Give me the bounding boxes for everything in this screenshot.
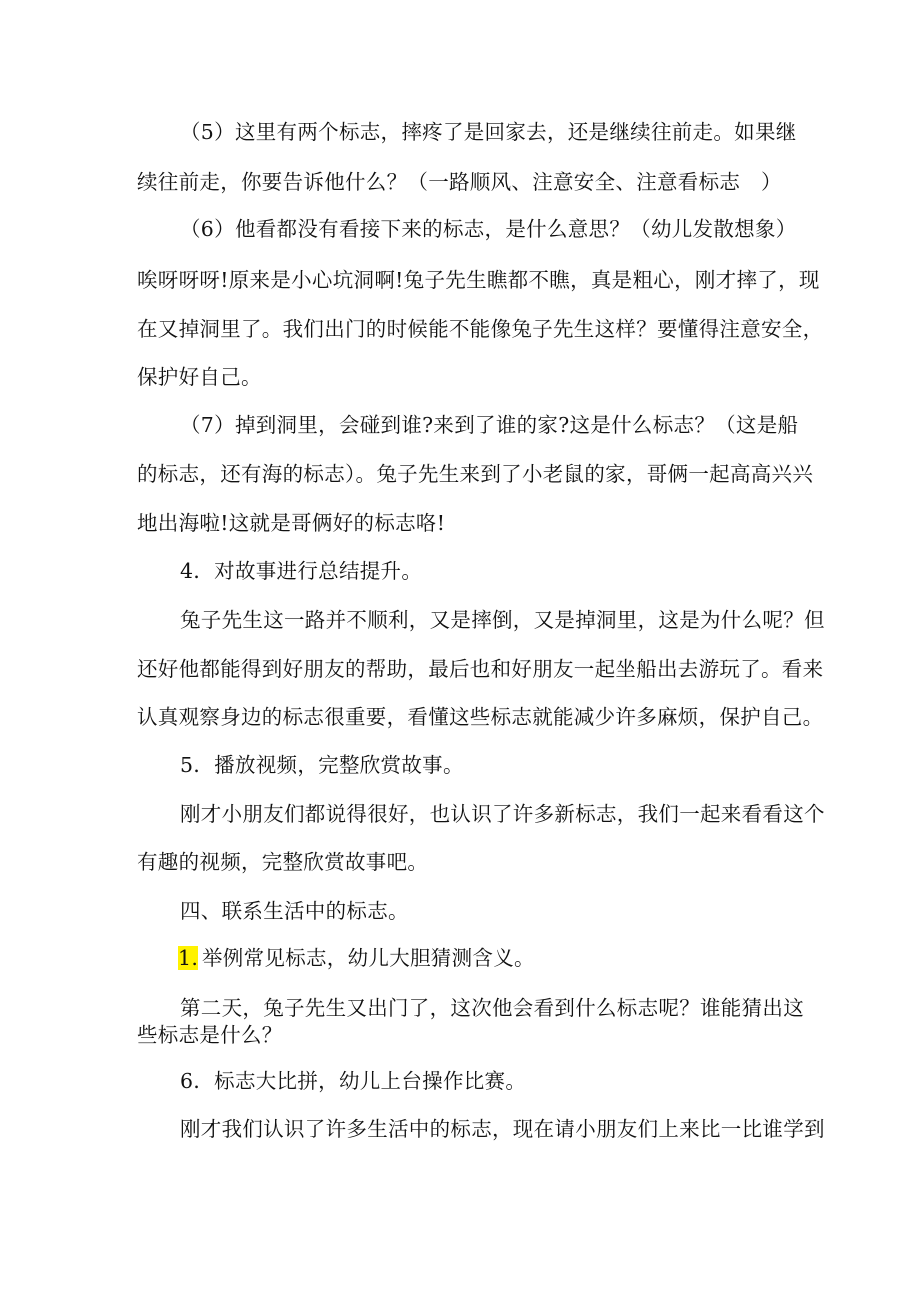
- paragraph-line: 第二天，兔子先生又出门了，这次他会看到什么标志呢？谁能猜出这: [180, 996, 804, 1020]
- section-heading: 举例常见标志，幼儿大胆猜测含义。: [202, 946, 535, 970]
- paragraph-line: 刚才小朋友们都说得很好，也认识了许多新标志，我们一起来看看这个: [180, 802, 825, 826]
- paragraph-line: 的标志，还有海的标志）。兔子先生来到了小老鼠的家，哥俩一起高高兴兴: [137, 462, 814, 486]
- paragraph-line: 有趣的视频，完整欣赏故事吧。: [137, 850, 429, 874]
- paragraph-line: 在又掉洞里了。我们出门的时候能不能像兔子先生这样？要懂得注意安全，: [137, 317, 824, 341]
- paragraph-line: （5）这里有两个标志，摔疼了是回家去，还是继续往前走。如果继: [180, 120, 797, 144]
- paragraph-line: 唉呀呀呀!原来是小心坑洞啊!兔子先生瞧都不瞧，真是粗心，刚才摔了，现: [137, 268, 820, 292]
- paragraph-line: 刚才我们认识了许多生活中的标志，现在请小朋友们上来比一比谁学到: [180, 1117, 825, 1141]
- paragraph-line: （6）他看都没有看接下来的标志，是什么意思？（幼儿发散想象）: [180, 217, 797, 241]
- item-number: [178, 944, 198, 972]
- paragraph-line: 些标志是什么？: [137, 1023, 283, 1047]
- paragraph-line: 还好他都能得到好朋友的帮助，最后也和好朋友一起坐船出去游玩了。看来: [137, 657, 824, 681]
- section-heading: 4．对故事进行总结提升。: [180, 559, 423, 583]
- paragraph-line: 保护好自己。: [137, 365, 262, 389]
- paragraph-line: 兔子先生这一路并不顺利，又是摔倒，又是掉洞里，这是为什么呢？但: [180, 608, 825, 632]
- paragraph-line: 认真观察身边的标志很重要，看懂这些标志就能减少许多麻烦，保护自己。: [137, 705, 824, 729]
- section-heading: 6．标志大比拼，幼儿上台操作比赛。: [180, 1069, 527, 1093]
- paragraph-line: 续往前走，你要告诉他什么？（一路顺风、注意安全、注意看标志 ）: [137, 170, 782, 194]
- paragraph-line: （7）掉到洞里，会碰到谁?来到了谁的家?这是什么标志？（这是船: [180, 413, 799, 437]
- section-heading: 5．播放视频，完整欣赏故事。: [180, 753, 464, 777]
- section-heading: 四、联系生活中的标志。: [180, 899, 409, 923]
- paragraph-line: 地出海啦!这就是哥俩好的标志咯!: [137, 511, 446, 535]
- highlighted-number: 1.: [178, 946, 199, 970]
